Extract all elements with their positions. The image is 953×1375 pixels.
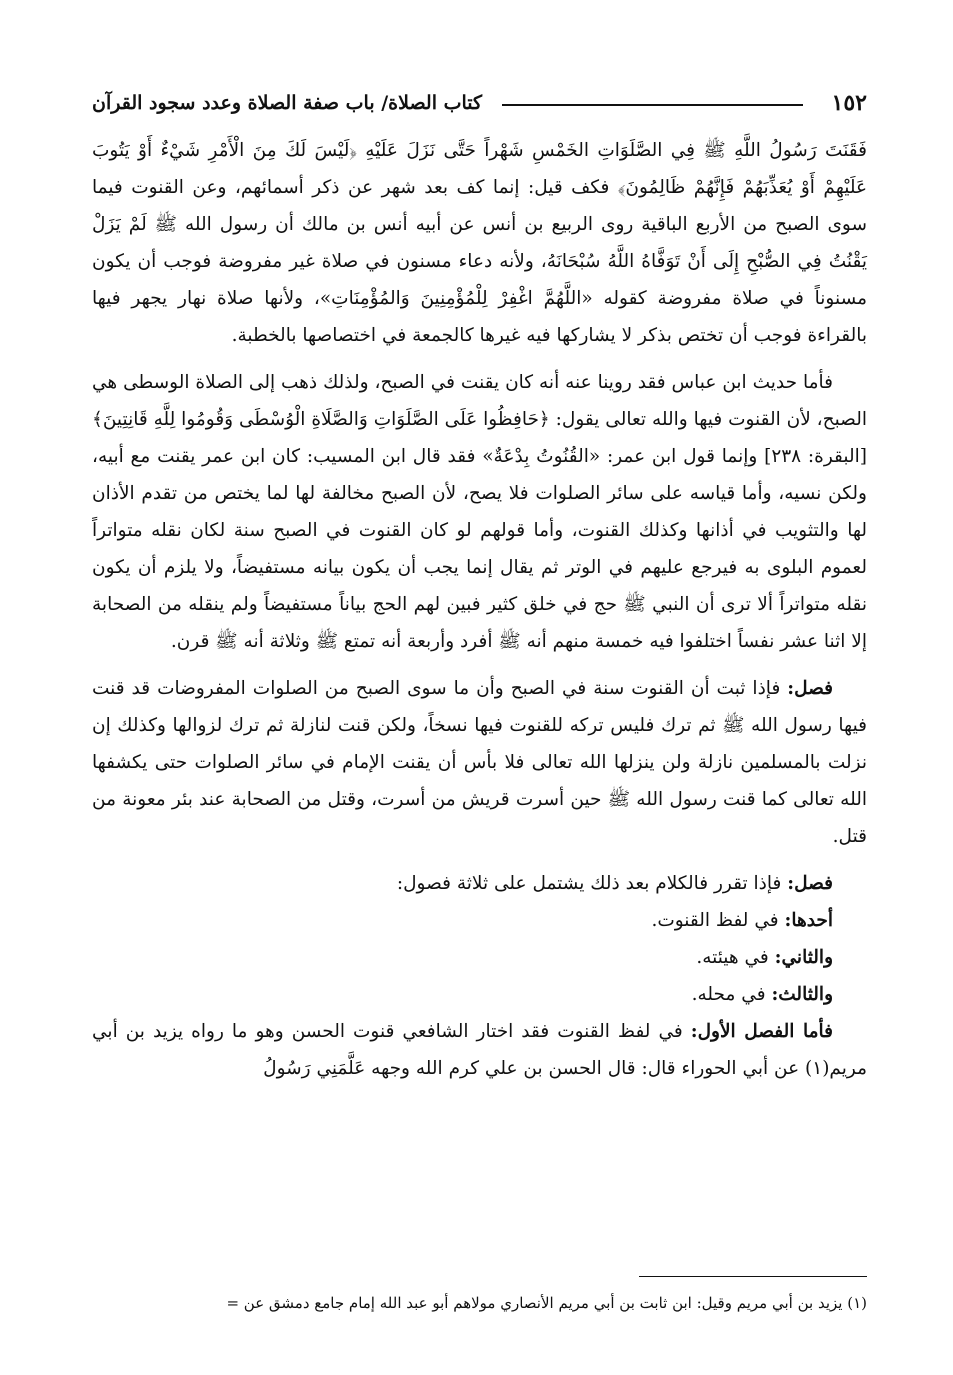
- page-number: ١٥٢: [831, 90, 867, 116]
- footnote: (١) يزيد بن أبي مريم وقيل: ابن ثابت بن أبي مريم الأنصاري مولاهم أبو عبد الله إمام جامع دمشق عن =: [226, 1294, 867, 1312]
- paragraph-5: [92, 1013, 867, 1087]
- list-item: [92, 902, 867, 939]
- paragraph-1: فَقَنَتَ رَسُولُ اللَّهِ ﷺ فِي الصَّلَوَاتِ الخَمْسِ شَهْراً حَتَّى نَزَلَ عَلَيْهِ ﴿لَيْسَ لَكَ مِنَ الْأَمْرِ شَيْءٌ أَوْ يَتُوبَ عَلَيْهِمْ أَوْ يُعَذِّبَهُمْ فَإِنَّهُمْ ظَالِمُونَ﴾ فكف قيل: إنما كف بعد شهر عن ذكر أسمائهم، وعن القنوت فيما سوى الصبح من الأربع الباقية روى الربيع بن أنس عن أبيه أنس بن مالك أن رسول الله ﷺ لَمْ يَزَلْ يَقْنُتُ فِي الصُّبْحِ إِلَى أَنْ تَوَفَّاهُ اللَّهُ سُبْحَانَهُ، ولأنه دعاء مسنون في صلاة غير مفروضة فوجب أن يكون مسنوناً في صلاة مفروضة كقوله «اللَّهُمَّ اغْفِرْ لِلْمُؤْمِنِينَ وَالمُؤْمِنَاتِ»، ولأنها صلاة نهار يجهر فيها بالقراءة فوجب أن تختص بذكر لا يشاركها فيه غيرها كالجمعة في اختصاصها بالخطبة.: [92, 140, 867, 346]
- running-header: [92, 88, 867, 118]
- section-label: فأما الفصل الأول:: [690, 1021, 833, 1042]
- footnote-rule: [639, 1276, 867, 1277]
- paragraph-5-text: في لفظ القنوت فقد اختار الشافعي قنوت الحسن وهو ما رواه يزيد بن أبي مريم(١) عن أبي الحوراء قال: قال الحسن بن علي كرم الله وجهه عَلَّمَنِي رَسُولُ: [92, 1021, 867, 1079]
- list-item-label: والثالث:: [771, 984, 833, 1005]
- section-label: فصل:: [787, 873, 833, 894]
- header-rule: [502, 104, 803, 106]
- paragraph-4: [92, 865, 867, 902]
- list-item-text: في لفظ القنوت.: [651, 910, 779, 931]
- paragraph-4-text: فإذا تقرر فالكلام بعد ذلك يشتمل على ثلاثة فصول:: [396, 873, 782, 894]
- list-item: [92, 939, 867, 976]
- paragraph-2: فأما حديث ابن عباس فقد روينا عنه أنه كان يقنت في الصبح، ولذلك ذهب إلى الصلاة الوسطى هي الصبح، لأن القنوت فيها والله تعالى يقول: ﴿حَافِظُوا عَلَى الصَّلَوَاتِ وَالصَّلَاةِ الْوُسْطَى وَقُومُوا لِلَّهِ قَانِتِينَ﴾ [البقرة: ٢٣٨] وإنما قول ابن عمر: «القُنُوتُ بِدْعَةٌ» فقد قال ابن المسيب: كان ابن عمر يقنت مع أبيه، ولكن نسيه، وأما قياسه على سائر الصلوات فلا يصح، لأن الصبح مخالفة لها لما يختص من تقدم الأذان لها والتثويب في أذانها وكذلك القنوت، وأما قولهم لو كان القنوت في الصبح سنة لكان نقله متواتراً لعموم البلوى به فيرجع عليهم في الوتر ثم يقال إنما يجب أن يكون بيانه مستفيضاً، ولا يلزم أن يكون نقله متواتراً ألا ترى أن النبي ﷺ حج في خلق كثير فبين لهم الحج بياناً مستفيضاً ولم ينقله من الصحابة إلا اثنا عشر نفساً اختلفوا فيه خمسة منهم أنه ﷺ أفرد وأربعة أنه تمتع ﷺ وثلاثة أنه ﷺ قرن.: [92, 372, 867, 652]
- running-title: كتاب الصلاة/ باب صفة الصلاة وعدد سجود القرآن: [92, 92, 483, 114]
- list-item-text: في هيئته.: [696, 947, 769, 968]
- list-item-label: أحدها:: [784, 910, 833, 931]
- paragraph-3: [92, 670, 867, 855]
- list-item: [92, 976, 867, 1013]
- section-label: فصل:: [787, 678, 833, 699]
- list-item-label: والثاني:: [774, 947, 833, 968]
- sections-list: [92, 865, 867, 1087]
- page-body: [92, 132, 867, 1087]
- paragraph-3-text: فإذا ثبت أن القنوت سنة في الصبح وأن ما سوى الصبح من الصلوات المفروضات قد قنت فيها رسول الله ﷺ ثم ترك فليس تركه للقنوت فيها نسخاً، ولكن قنت لنازلة ثم ترك لزوالها وكذلك إن نزلت بالمسلمين نازلة ولن ينزلها الله تعالى فلا بأس أن يقنت الإمام في سائر الصلوات حتى يكشفها الله تعالى كما قنت رسول الله ﷺ حين أسرت قريش من أسرت، وقتل من الصحابة عند بئر معونة من قتل.: [92, 678, 867, 847]
- list-item-text: في محله.: [691, 984, 766, 1005]
